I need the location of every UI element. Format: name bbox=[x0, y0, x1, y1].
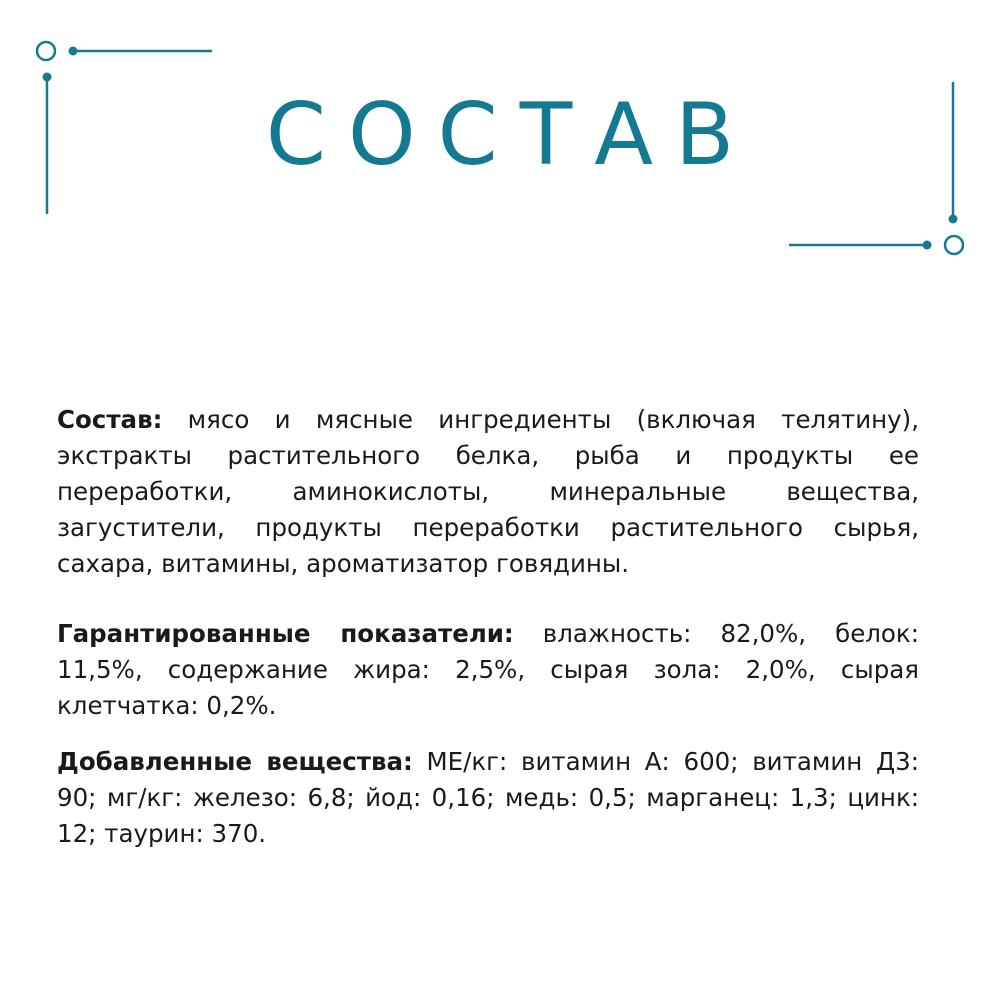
composition-label: Состав: bbox=[57, 405, 163, 434]
additives-section bbox=[57, 744, 919, 852]
additives-paragraph bbox=[57, 744, 919, 852]
bottom-right-ring-icon bbox=[945, 236, 963, 254]
guaranteed-analysis-text: влажность: 82,0%, белок: 11,5%, содержание жира: 2,5%, сырая зола: 2,0%, сырая клетчатка: 0,2%. bbox=[57, 619, 919, 720]
top-left-ring-icon bbox=[37, 42, 55, 60]
bottom-right-dot-icon bbox=[923, 241, 932, 250]
page-title: СОСТАВ bbox=[265, 85, 757, 185]
guaranteed-analysis-section bbox=[57, 616, 919, 724]
guaranteed-analysis-label: Гарантированные показатели: bbox=[57, 619, 514, 648]
composition-paragraph bbox=[57, 402, 919, 582]
additives-text: МЕ/кг: витамин А: 600; витамин Д3: 90; мг/кг: железо: 6,8; йод: 0,16; медь: 0,5; марганец: 1,3; цинк: 12; таурин: 370. bbox=[57, 747, 919, 848]
composition-section bbox=[57, 402, 919, 582]
guaranteed-analysis-paragraph bbox=[57, 616, 919, 724]
bottom-right-dot-upper-icon bbox=[949, 215, 958, 224]
composition-text: мясо и мясные ингредиенты (включая телятину), экстракты растительного белка, рыба и продукты ее переработки, аминокислоты, минеральные вещества, загустители, продукты переработки растительного сырья, сахара, витамины, ароматизатор говядины. bbox=[57, 405, 919, 578]
additives-label: Добавленные вещества: bbox=[57, 747, 413, 776]
